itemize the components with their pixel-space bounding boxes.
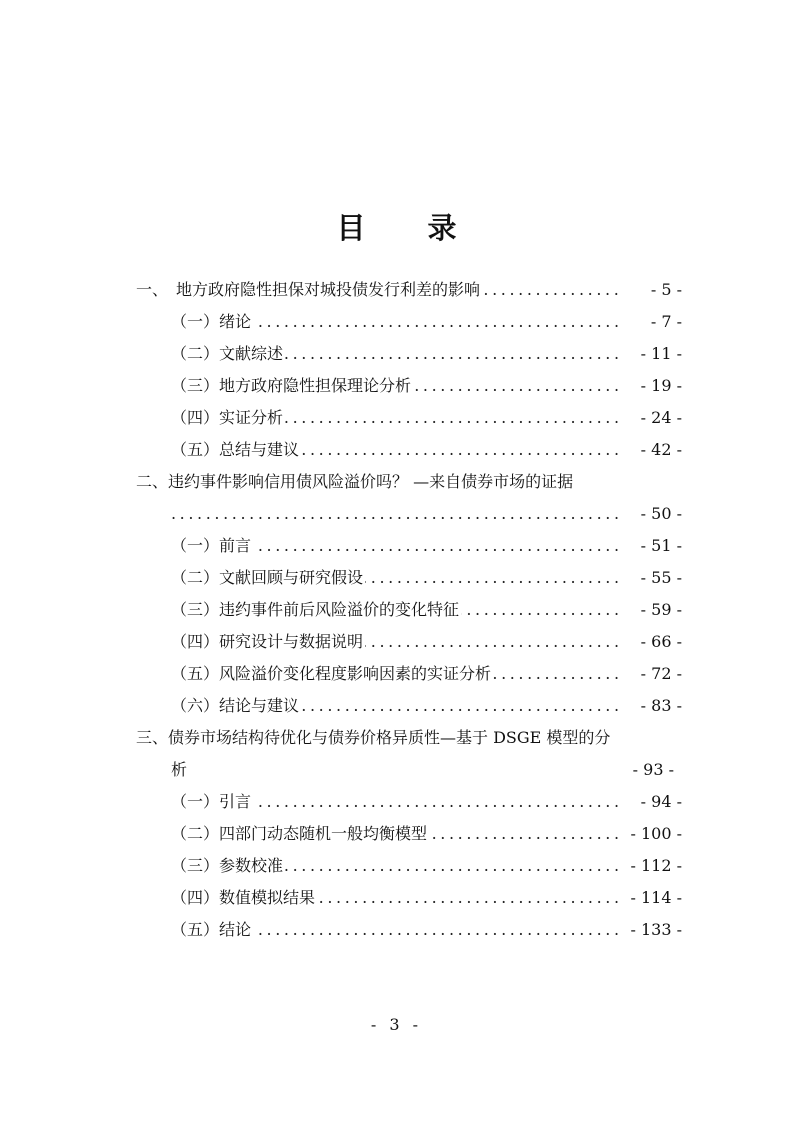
toc-entry-title: （二）文献综述 <box>171 338 285 370</box>
table-of-contents <box>0 274 793 946</box>
toc-entry-continuation[interactable] <box>171 754 682 786</box>
leader-dots <box>171 498 618 530</box>
toc-entry-title: （五）总结与建议 <box>171 434 301 466</box>
toc-entry-title: （二）四部门动态随机一般均衡模型 <box>171 818 429 850</box>
toc-entry[interactable] <box>171 690 682 722</box>
page-title: 目 录 <box>336 211 483 245</box>
toc-entry-title: （一）前言 <box>171 530 253 562</box>
toc-entry-page: - 5 - <box>647 274 682 306</box>
toc-entry-page: - 50 - <box>637 498 682 530</box>
toc-entry-page: - 83 - <box>637 690 682 722</box>
toc-entry-title: 二、违约事件影响信用债风险溢价吗？ —来自债券市场的证据 <box>136 466 575 498</box>
toc-entry-page: - 72 - <box>637 658 682 690</box>
toc-entry-title: （四）研究设计与数据说明 <box>171 626 365 658</box>
toc-entry[interactable] <box>171 850 682 882</box>
toc-entry[interactable] <box>136 722 682 754</box>
page-number: - 3 - <box>370 1015 423 1034</box>
toc-entry[interactable] <box>171 562 682 594</box>
toc-entry-title: （五）风险溢价变化程度影响因素的实证分析 <box>171 658 493 690</box>
toc-entry-title: 三、债券市场结构待优化与债券价格异质性—基于 DSGE 模型的分 <box>136 722 612 754</box>
toc-entry-continuation[interactable] <box>171 498 682 530</box>
toc-entry[interactable] <box>171 434 682 466</box>
toc-entry[interactable] <box>171 818 682 850</box>
toc-entry[interactable] <box>171 882 682 914</box>
toc-entry-title: （二）文献回顾与研究假设 <box>171 562 365 594</box>
toc-entry-page: - 66 - <box>637 626 682 658</box>
toc-entry[interactable] <box>171 658 682 690</box>
toc-entry-page: - 55 - <box>637 562 682 594</box>
toc-entry-title: （三）地方政府隐性担保理论分析 <box>171 370 413 402</box>
toc-entry-page: - 114 - <box>626 882 682 914</box>
toc-entry-title: （六）结论与建议 <box>171 690 301 722</box>
toc-entry-page: - 93 - <box>629 754 674 786</box>
toc-entry-title: （五）结论 <box>171 914 253 946</box>
toc-entry[interactable] <box>136 466 682 498</box>
toc-entry-title: 一、 地方政府隐性担保对城投债发行利差的影响 <box>136 274 482 306</box>
toc-entry[interactable] <box>171 306 682 338</box>
toc-entry-page: - 133 - <box>626 914 682 946</box>
toc-entry-title: （四）数值模拟结果 <box>171 882 317 914</box>
toc-entry-page: - 51 - <box>637 530 682 562</box>
toc-entry[interactable] <box>171 402 682 434</box>
toc-entry-title: （一）引言 <box>171 786 253 818</box>
toc-entry[interactable] <box>171 370 682 402</box>
toc-entry-page: - 100 - <box>626 818 682 850</box>
toc-entry-title: （四）实证分析 <box>171 402 285 434</box>
toc-entry[interactable] <box>171 594 682 626</box>
toc-entry-title: （三）参数校准 <box>171 850 285 882</box>
toc-entry-page: - 11 - <box>637 338 682 370</box>
toc-entry[interactable] <box>171 914 682 946</box>
toc-entry-page: - 112 - <box>626 850 682 882</box>
toc-entry-page: - 19 - <box>637 370 682 402</box>
toc-entry-page: - 59 - <box>637 594 682 626</box>
toc-entry[interactable] <box>171 786 682 818</box>
toc-entry-title: 析 <box>171 754 189 786</box>
toc-entry[interactable] <box>136 274 682 306</box>
toc-entry-page: - 24 - <box>637 402 682 434</box>
toc-entry-title: （三）违约事件前后风险溢价的变化特征 <box>171 594 461 626</box>
toc-entry-page: - 42 - <box>637 434 682 466</box>
toc-entry[interactable] <box>171 626 682 658</box>
toc-entry-page: - 7 - <box>647 306 682 338</box>
toc-entry[interactable] <box>171 338 682 370</box>
toc-entry-page: - 94 - <box>637 786 682 818</box>
toc-entry-title: （一）绪论 <box>171 306 253 338</box>
toc-entry[interactable] <box>171 530 682 562</box>
